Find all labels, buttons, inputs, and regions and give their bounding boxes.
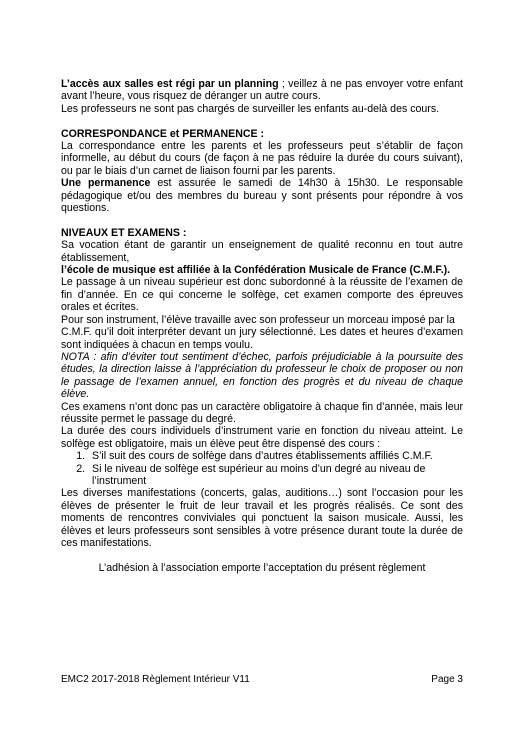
footer-title: EMC2 2017-2018 Règlement Intérieur V11 <box>61 674 250 685</box>
instrument-paragraph: C.M.F. qu’il doit interpréter devant un jury sélectionné. Les dates et heures d’examen sont indiquées à chacun en temps voulu. <box>61 326 463 351</box>
spacer <box>61 214 463 226</box>
page-content <box>61 78 463 574</box>
spacer <box>61 115 463 127</box>
supervision-paragraph: Les professeurs ne sont pas chargés de surveiller les enfants au-delà des cours. <box>61 102 440 115</box>
dispense-list <box>61 450 463 487</box>
exams-paragraph: Ces examens n’ont donc pas un caractère obligatoire à chaque fin d’année, mais leur réussite permet le passage du degré. <box>61 400 463 425</box>
spacer <box>61 549 463 561</box>
permanence-bold: Une permanence <box>61 177 151 190</box>
section-heading-correspondance: CORRESPONDANCE et PERMANENCE : <box>61 127 265 140</box>
list-item: 1. S’il suit des cours de solfège dans d’autres établissements affiliés C.M.F. <box>88 450 463 462</box>
access-paragraph <box>61 78 463 103</box>
nota-text: NOTA : afin d’éviter tout sentiment d’échec, parfois préjudiciable à la poursuite des études, la direction laisse à l’appréciation du professeur le choix de proposer ou non le passage de l’examen annuel, en fonction des progrès et du niveau de chaque élève. <box>61 350 463 401</box>
manifestations-paragraph: Les diverses manifestations (concerts, galas, auditions…) sont l’occasion pour les élèves de présenter le fruit de leur travail et les progrès réalisés. Ce sont des moments de rencontres conviviales qui ponctuent la saison musicale. Aussi, les élèves et leurs professeurs sont sensibles à votre présence durant toute la durée de ces manifestations. <box>61 487 463 549</box>
access-text: ; veillez à ne pas envoyer votre enfant avant l’heure, vous risquez de déranger un autre cours. <box>61 78 463 103</box>
correspondance-paragraph: La correspondance entre les parents et les professeurs peut s’établir de façon informelle, au début du cours (de façon à ne pas réduire la durée du cours suivant), ou par le biais d’un carnet de liaison fourni par les parents. <box>61 140 463 177</box>
passage-paragraph: Le passage à un niveau supérieur est donc subordonné à la réussite de l’examen de fin d’année. En ce qui concerne le solfège, cet examen comporte des épreuves orales et écrites. <box>61 276 463 314</box>
vocation-text: Sa vocation étant de garantir un enseignement de qualité reconnu en tout autre établissement, <box>61 239 463 264</box>
closing-statement: L’adhésion à l’association emporte l’acceptation du présent règlement <box>98 561 426 574</box>
access-bold: L’accès aux salles est régi par un planning <box>61 78 279 90</box>
list-item: 2. Si le niveau de solfège est supérieur au moins d’un degré au niveau de l’instrument <box>88 463 463 488</box>
vocation-bold: l’école de musique est affiliée à la Confédération Musicale de France (C.M.F.). <box>61 264 451 277</box>
nota-paragraph <box>61 351 463 401</box>
page-number: Page 3 <box>431 674 463 685</box>
permanence-text: est assurée le samedi de 14h30 à 15h30. Le responsable pédagogique et/ou des membres du bureau y sont présents pour répondre à vos questions. <box>61 177 464 215</box>
instrument-paragraph-line: Pour son instrument, l’élève travaille avec son professeur un morceau imposé par la <box>61 313 455 326</box>
page-footer <box>61 674 463 685</box>
vocation-paragraph <box>61 239 463 276</box>
section-heading-niveaux: NIVEAUX ET EXAMENS : <box>61 226 187 239</box>
permanence-paragraph <box>61 177 463 214</box>
duration-paragraph: La durée des cours individuels d’instrument varie en fonction du niveau atteint. Le solfège est obligatoire, mais un élève peut être dispensé des cours : <box>61 425 463 450</box>
